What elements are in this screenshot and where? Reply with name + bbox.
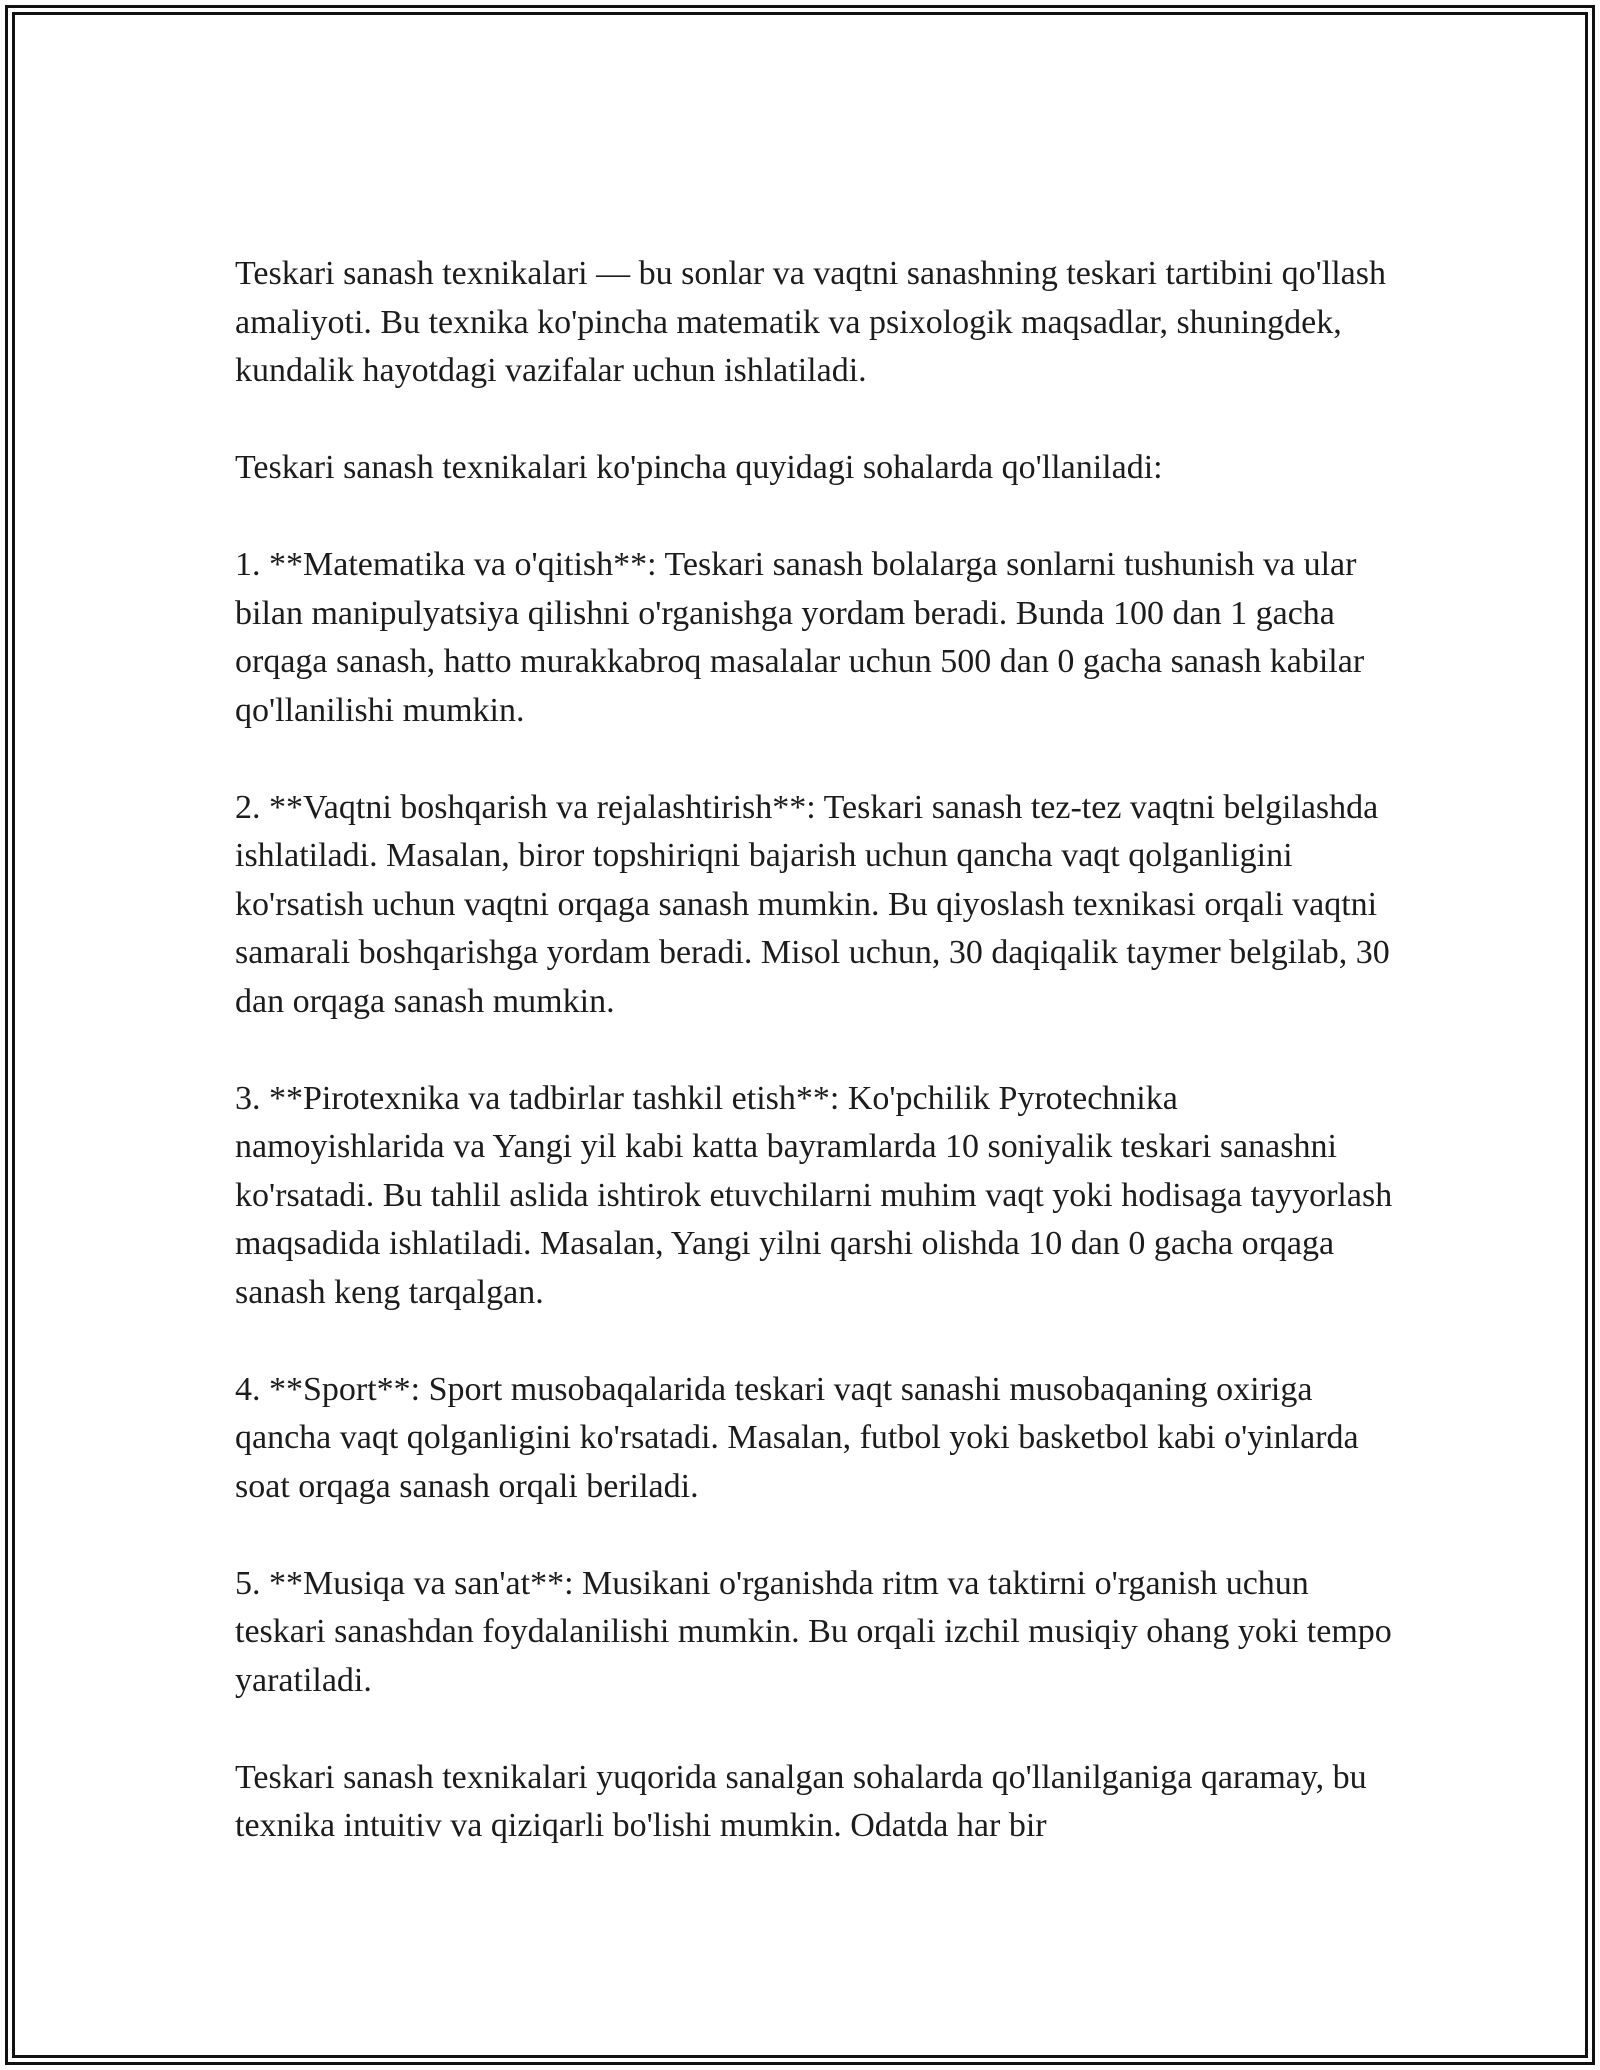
paragraph-areas-lead: Teskari sanash texnikalari ko'pincha quyidagi sohalarda qo'llaniladi:	[235, 449, 1163, 486]
list-item-music: 5. **Musiqa va san'at**: Musikani o'rganishda ritm va taktirni o'rganish uchun teskari sanashdan foydalanilishi mumkin. Bu orqali izchil musiqiy ohang yoki tempo yaratiladi.	[235, 1564, 1392, 1699]
list-item-pyrotechnics: 3. **Pirotexnika va tadbirlar tashkil etish**: Ko'pchilik Pyrotechnika namoyishlarida va Yangi yil kabi katta bayramlarda 10 soniyalik teskari sanashni ko'rsatadi. Bu tahlil aslida ishtirok etuvchilarni muhim vaqt yoki hodisaga tayyorlash maqsadida ishlatiladi. Masalan, Yangi yilni qarshi olishda 10 dan 0 gacha orqaga sanash keng tarqalgan.	[235, 1079, 1393, 1311]
paragraph-intro: Teskari sanash texnikalari — bu sonlar va vaqtni sanashning teskari tartibini qo'llash amaliyoti. Bu texnika ko'pincha matematik va psixologik maqsadlar, shuningdek, kundalik hayotdagi vazifalar uchun ishlatiladi.	[235, 255, 1386, 389]
list-item-time-management: 2. **Vaqtni boshqarish va rejalashtirish**: Teskari sanash tez-tez vaqtni belgilashda ishlatiladi. Masalan, biror topshiriqni bajarish uchun qancha vaqt qolganligini ko'rsatish uchun vaqtni orqaga sanash mumkin. Bu qiyoslash texnikasi orqali vaqtni samarali boshqarishga yordam beradi. Misol uchun, 30 daqiqalik taymer belgilab, 30 dan orqaga sanash mumkin.	[235, 788, 1390, 1020]
list-item-sport: 4. **Sport**: Sport musobaqalarida teskari vaqt sanashi musobaqaning oxiriga qancha vaqt qolganligini ko'rsatadi. Masalan, futbol yoki basketbol kabi o'yinlarda soat orqaga sanash orqali beriladi.	[235, 1370, 1359, 1505]
document-body	[235, 250, 1395, 1851]
list-item-mathematics: 1. **Matematika va o'qitish**: Teskari sanash bolalarga sonlarni tushunish va ular bilan manipulyatsiya qilishni o'rganishga yordam beradi. Bunda 100 dan 1 gacha orqaga sanash, hatto murakkabroq masalalar uchun 500 dan 0 gacha sanash kabilar qo'llanilishi mumkin.	[235, 546, 1365, 729]
paragraph-conclusion: Teskari sanash texnikalari yuqorida sanalgan sohalarda qo'llanilganiga qaramay, bu texnika intuitiv va qiziqarli bo'lishi mumkin. Odatda har bir	[235, 1758, 1367, 1844]
